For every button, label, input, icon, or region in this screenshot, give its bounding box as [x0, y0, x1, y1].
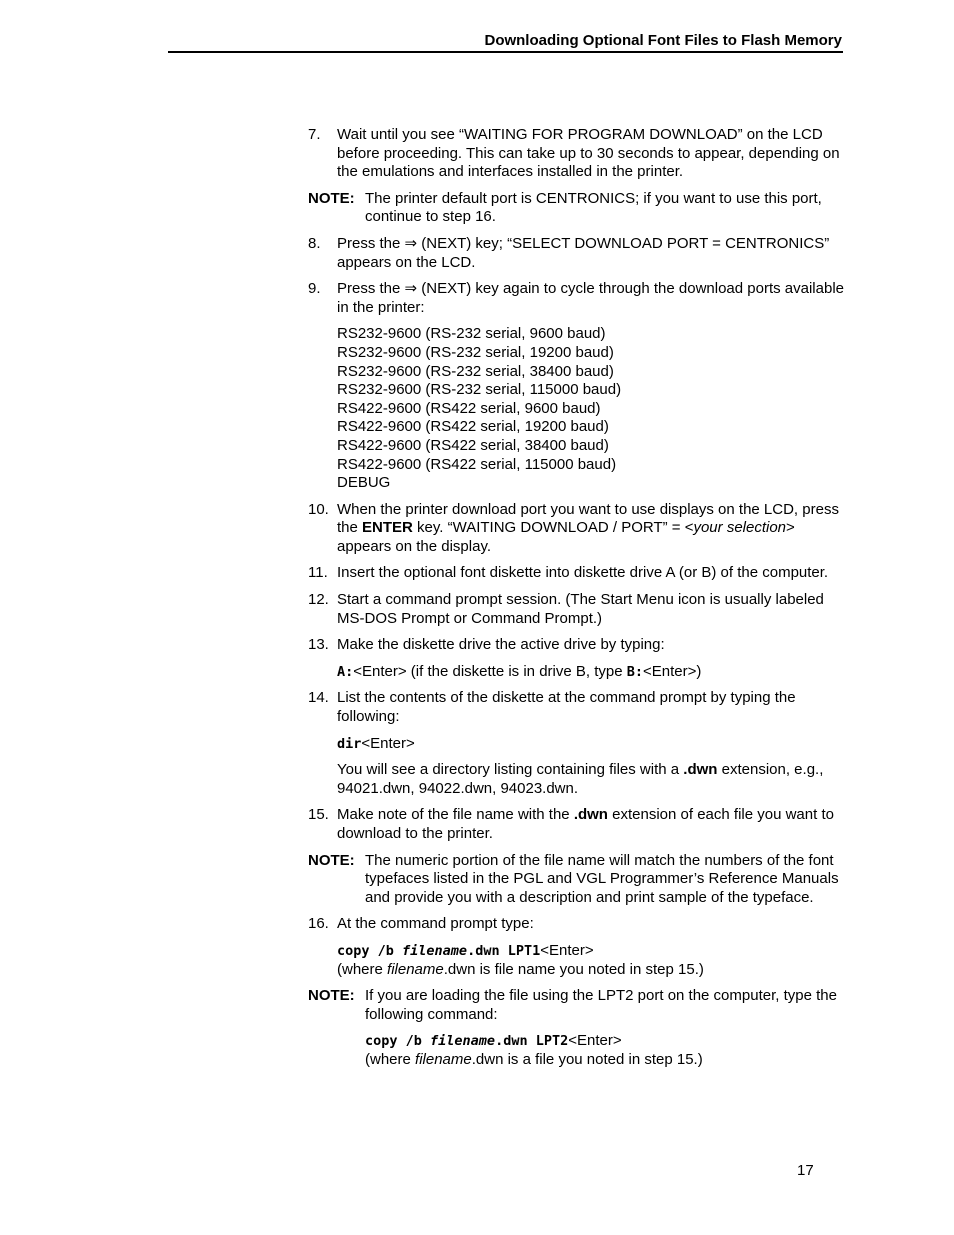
your-selection-text: your selection [693, 519, 787, 537]
command-filename: filename [430, 1033, 496, 1050]
step-number: 8. [308, 234, 321, 252]
step-text: key. “WAITING DOWNLOAD / PORT” = < [412, 519, 694, 537]
step-text: Press the ⇒ (NEXT) key again to cycle through the download ports available in the printer: [337, 280, 844, 316]
step-number: 9. [308, 280, 321, 298]
step-12 [308, 591, 848, 628]
port-item: RS232-9600 (RS-232 serial, 19200 baud) [337, 343, 614, 361]
step-8 [308, 235, 848, 272]
note-lpt2 [308, 987, 848, 1024]
step-text: > appears on the display. [337, 519, 795, 555]
command-filename: filename [402, 942, 468, 959]
note-label: NOTE: [308, 189, 355, 207]
drive-command [308, 663, 848, 682]
step-11 [308, 564, 848, 583]
note-text: The printer default port is CENTRONICS; if you want to use this port, continue to step 16. [365, 189, 822, 226]
step-number: 12. [308, 591, 329, 609]
command-dir: dir [337, 735, 362, 752]
step-text: Insert the optional font diskette into diskette drive A (or B) of the computer. [337, 564, 829, 582]
step-number: 15. [308, 806, 329, 824]
step-text: When the printer download port you want to use displays on the LCD, press the [337, 500, 839, 537]
port-item: RS232-9600 (RS-232 serial, 38400 baud) [337, 362, 614, 380]
port-item: RS422-9600 (RS422 serial, 115000 baud) [337, 455, 617, 473]
note-text: If you are loading the file using the LPT2 port on the computer, type the following command: [365, 987, 837, 1023]
step-text: Wait until you see “WAITING FOR PROGRAM DOWNLOAD” on the LCD before proceeding. This can take up to 30 seconds to appear, depending on the emulations and interfaces installed in the printer. [337, 126, 840, 181]
step-number: 16. [308, 915, 329, 933]
step-text: Press the ⇒ (NEXT) key; “SELECT DOWNLOAD PORT = CENTRONICS” appears on the LCD. [337, 234, 830, 271]
note-default-port [308, 190, 848, 227]
note-text: The numeric portion of the file name will match the numbers of the font typefaces listed in the PGL and VGL Programmer’s Reference Manuals and provide you with a description and print sample of the typeface. [365, 851, 839, 906]
port-item: RS422-9600 (RS422 serial, 19200 baud) [337, 418, 609, 436]
dwn-extension: .dwn [573, 806, 608, 824]
page-content [308, 126, 848, 1078]
command-port: .dwn LPT1 [467, 942, 541, 959]
copy-command-lpt2 [308, 1032, 848, 1069]
step-text: At the command prompt type: [337, 915, 534, 933]
step-text: extension of each file you want to download to the printer. [337, 806, 834, 842]
note-numeric-portion [308, 852, 848, 908]
where-text: .dwn is file name you noted in step 15.) [443, 960, 704, 978]
step-number: 7. [308, 126, 321, 143]
command-copy: copy /b [365, 1033, 431, 1050]
where-text: (where [337, 960, 388, 978]
step-7 [308, 126, 848, 182]
listing-text: You will see a directory listing containing files with a [337, 761, 684, 779]
port-item: RS422-9600 (RS422 serial, 9600 baud) [337, 399, 601, 417]
port-item: RS232-9600 (RS-232 serial, 9600 baud) [337, 325, 606, 343]
where-text: .dwn is a file you noted in step 15.) [471, 1050, 703, 1068]
copy-command-lpt1 [308, 942, 848, 979]
port-item: RS422-9600 (RS422 serial, 38400 baud) [337, 436, 609, 454]
dir-command [308, 735, 848, 754]
step-number: 14. [308, 689, 329, 707]
step-13 [308, 636, 848, 655]
command-a: A: [337, 663, 354, 680]
step-text: Make note of the file name with the [337, 806, 574, 824]
step-number: 13. [308, 636, 329, 654]
step-number: 10. [308, 500, 329, 518]
step-16 [308, 915, 848, 934]
step-text: Start a command prompt session. (The Start Menu icon is usually labeled MS-DOS Prompt or Command Prompt.) [337, 591, 824, 627]
where-filename: filename [415, 1050, 472, 1068]
listing-text: extension, e.g., 94021.dwn, 94022.dwn, 94023.dwn. [337, 761, 824, 797]
note-label: NOTE: [308, 851, 355, 869]
note-label: NOTE: [308, 987, 355, 1005]
command-text: <Enter> [568, 1032, 622, 1050]
running-header: Downloading Optional Font Files to Flash Memory [484, 32, 842, 49]
step-15 [308, 806, 848, 843]
command-text: <Enter> [540, 941, 594, 959]
dwn-extension: .dwn [683, 761, 718, 779]
command-text: <Enter> (if the diskette is in drive B, type [353, 662, 627, 680]
directory-listing-note [308, 761, 848, 798]
port-item: RS232-9600 (RS-232 serial, 115000 baud) [337, 381, 622, 399]
step-10 [308, 501, 848, 557]
where-text: (where [365, 1050, 416, 1068]
download-port-list [308, 325, 848, 492]
enter-key-label: ENTER [362, 519, 413, 537]
where-filename: filename [387, 960, 444, 978]
command-b: B: [626, 663, 643, 680]
page-number: 17 [797, 1162, 814, 1179]
step-text: List the contents of the diskette at the command prompt by typing the following: [337, 689, 796, 726]
step-14 [308, 689, 848, 726]
command-text: <Enter>) [643, 662, 702, 680]
step-number: 11. [308, 564, 328, 582]
header-rule [168, 51, 843, 53]
command-text: <Enter> [361, 734, 415, 752]
command-port: .dwn LPT2 [495, 1033, 569, 1050]
step-9 [308, 280, 848, 317]
command-copy: copy /b [337, 942, 403, 959]
port-item: DEBUG [337, 474, 391, 492]
step-text: Make the diskette drive the active drive by typing: [337, 636, 665, 654]
